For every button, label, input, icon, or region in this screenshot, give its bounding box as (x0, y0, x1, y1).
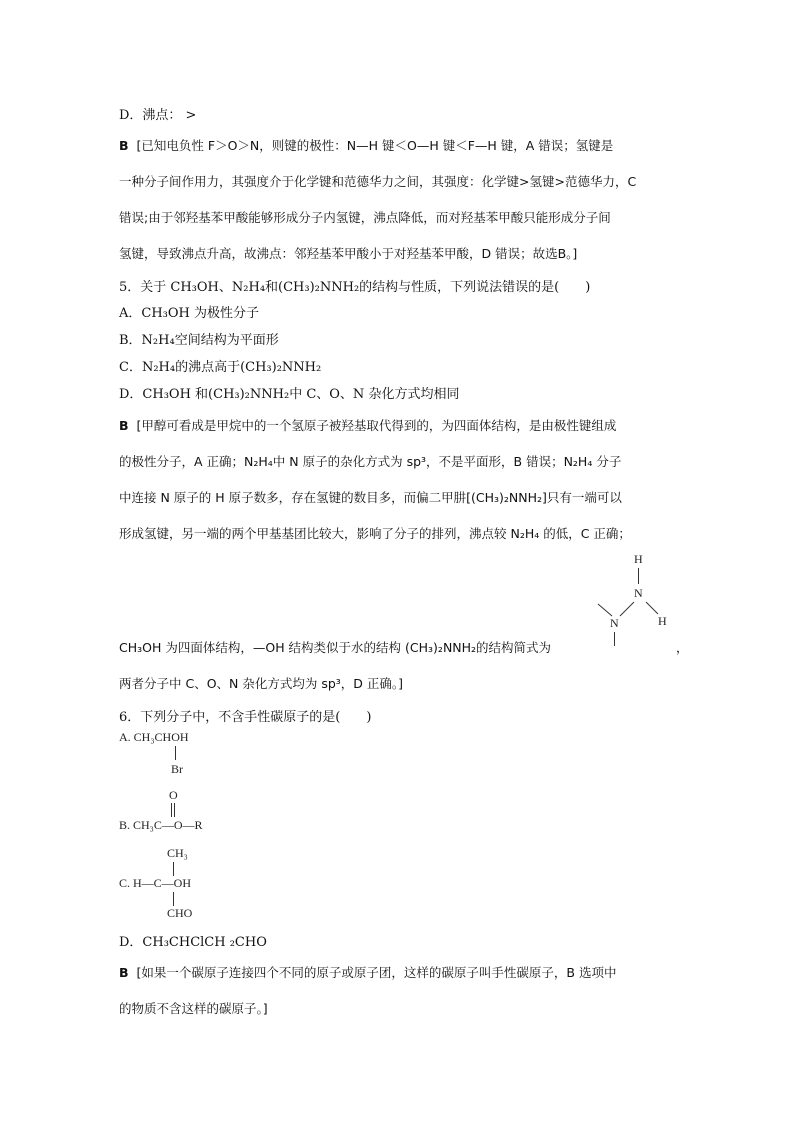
structure-bond-n-n (620, 602, 634, 616)
q5-explanation-line-1 (119, 416, 616, 434)
q6-option-c-bottom: CHO (167, 906, 193, 920)
q5-explanation-line-4: 形成氢键，另一端的两个甲基基团比较大，影响了分子的排列，沸点较 N₂H₄ 的低，C 正确； (119, 526, 631, 541)
structure-n-lower: N (610, 616, 619, 630)
q6-option-c (119, 846, 279, 926)
q5-explanation-line-3: 中连接 N 原子的 H 原子数多，存在氢键的数目多，而偏二甲肼[(CH₃)₂NNH₂]只有一端可以 (119, 490, 622, 505)
q5-explanation-line-6: 两者分子中 C、O、N 杂化方式均为 sp³，D 正确。] (119, 676, 404, 691)
structure-bond-methyl-1 (598, 604, 612, 616)
q6-option-c-bond-top (173, 862, 174, 876)
q5-expl-text-1: [甲醇可看成是甲烷中的一个氢原子被羟基取代得到的，为四面体结构，是由极性键组成 (136, 418, 617, 433)
structure-h-right: H (658, 614, 667, 628)
structure-n-upper: N (634, 586, 643, 600)
q4-explanation-line-3: 错误;由于邻羟基苯甲酸能够形成分子内氢键，沸点降低，而对羟基苯甲酸只能形成分子间 (119, 210, 611, 225)
q6-stem: 6．下列分子中，不含手性碳原子的是( ) (119, 710, 372, 725)
q5-explanation-line-5-end: ， (676, 640, 689, 655)
q4-explanation-line-1 (119, 136, 613, 154)
q6-option-c-main: C. H—C—OH (119, 876, 192, 890)
q6-answer-letter: B (119, 965, 129, 980)
q5-option-d: D．CH₃OH 和(CH₃)₂NNH₂中 C、O、N 杂化方式均相同 (119, 387, 460, 402)
q6-option-a-main: A. CH₃CHOH (119, 730, 189, 744)
q5-option-a: A．CH₃OH 为极性分子 (119, 306, 260, 321)
q6-option-d: D．CH₃CHClCH ₂CHO (119, 935, 267, 950)
q5-option-c: C．N₂H₄的沸点高于(CH₃)₂NNH₂ (119, 360, 322, 375)
q6-expl-text-1: [如果一个碳原子连接四个不同的原子或原子团，这样的碳原子叫手性碳原子，B 选项中 (136, 965, 617, 980)
q6-explanation-line-2: 的物质不含这样的碳原子。] (119, 1001, 268, 1016)
q6-option-b-double-bond-1 (171, 803, 172, 817)
dimethylhydrazine-structure (590, 552, 680, 652)
q6-option-c-top: CH₃ (167, 846, 188, 860)
q6-option-b-top: O (169, 788, 178, 802)
q4-explanation-line-4: 氢键，导致沸点升高，故沸点：邻羟基苯甲酸小于对羟基苯甲酸，D 错误；故选B。] (119, 246, 578, 261)
q6-option-b-main: B. CH₃C—O—R (119, 818, 203, 832)
q4-expl-text-1: [已知电负性 F＞O＞N，则键的极性：N—H 键＜O—H 键＜F—H 键，A 错误；氢键是 (136, 138, 614, 153)
structure-bond-methyl-2 (614, 632, 615, 646)
q5-option-b: B．N₂H₄空间结构为平面形 (119, 333, 279, 348)
q5-explanation-line-5: CH₃OH 为四面体结构，—OH 结构类似于水的结构 (CH₃)₂NNH₂的结构简式为 (119, 640, 552, 655)
q6-option-a (119, 730, 259, 780)
q6-option-a-sub: Br (171, 762, 183, 776)
q6-option-a-bond (175, 746, 176, 760)
q6-option-b (119, 788, 279, 838)
structure-h-top: H (634, 552, 643, 566)
q4-explanation-line-2: 一种分子间作用力，其强度介于化学键和范德华力之间，其强度：化学键>氢键>范德华力，C (119, 174, 637, 189)
q5-answer-letter: B (119, 418, 129, 433)
q4-option-d: D．沸点： > (119, 108, 197, 123)
q6-explanation-line-1 (119, 963, 616, 981)
q4-answer-letter: B (119, 138, 129, 153)
structure-bond-n-h (646, 602, 658, 614)
structure-bonds (590, 552, 680, 652)
q5-stem: 5．关于 CH₃OH、N₂H₄和(CH₃)₂NNH₂的结构与性质，下列说法错误的是( ) (119, 280, 591, 295)
q5-explanation-line-2: 的极性分子，A 正确；N₂H₄中 N 原子的杂化方式为 sp³，不是平面形，B 错误；N₂H₄ 分子 (119, 454, 622, 469)
q6-option-b-double-bond-2 (174, 803, 175, 817)
q6-option-c-bond-bottom (173, 892, 174, 906)
